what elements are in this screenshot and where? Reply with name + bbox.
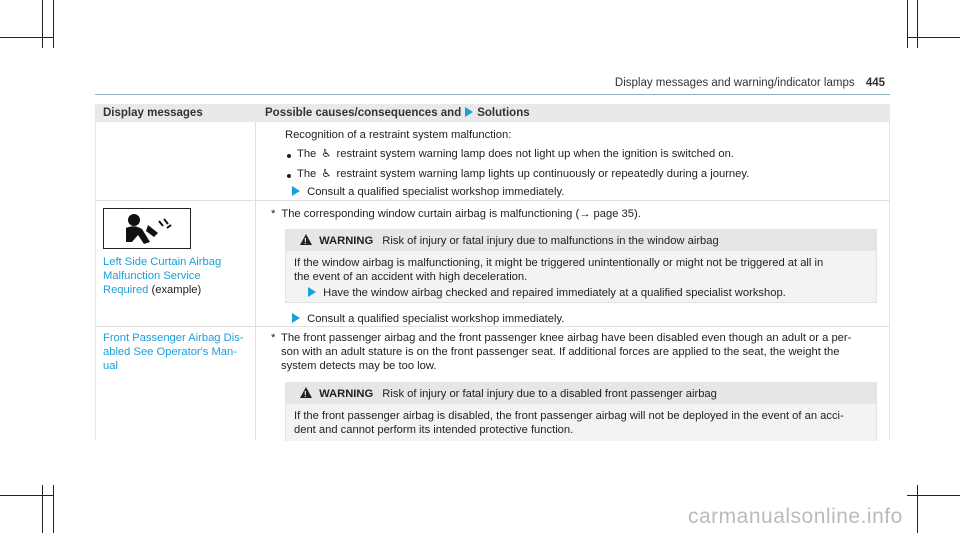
row1-intro: Recognition of a restraint system malfunction: (285, 129, 512, 141)
warning-action: Have the window airbag checked and repaired immediately at a qualified specialist workshop. (304, 286, 786, 300)
warning-box-passenger-airbag (285, 382, 877, 441)
action-arrow-icon (292, 313, 300, 323)
crop-mark (53, 0, 54, 48)
crop-mark (42, 485, 43, 533)
page-number: 445 (865, 77, 885, 89)
crop-mark (917, 485, 918, 533)
table-border-right (889, 122, 890, 440)
curtain-airbag-symbol-icon (103, 208, 191, 249)
table-header (95, 104, 890, 122)
solution-arrow-icon (465, 107, 473, 117)
row-separator (95, 200, 890, 201)
row1-bullet-2: The ♿︎ restraint system warning lamp lights up continuously or repeatedly during a journey. (297, 167, 750, 180)
crop-mark (0, 37, 53, 38)
warning-triangle-icon (300, 234, 312, 245)
bullet-dot (287, 154, 291, 158)
row2-message: Left Side Curtain Airbag Malfunction Service Required (example) (103, 256, 222, 296)
page-reference-arrow: → (579, 208, 591, 220)
crop-mark (917, 0, 918, 48)
crop-mark (53, 485, 54, 533)
row2-cause: * The corresponding window curtain airbag is malfunctioning (→ page 35). (271, 208, 641, 220)
header-rule (95, 94, 890, 95)
row3-cause: The front passenger airbag and the front passenger knee airbag have been disabled even though an adult or a per- son with an adult stature is on the front passenger seat. If additional forces are applied to the seat, the weight the system detects may be too low. (281, 332, 852, 372)
col-header-causes-solutions: Possible causes/consequences and Solutions (265, 107, 530, 119)
crop-mark (42, 0, 43, 48)
watermark: carmanualsonline.info (688, 505, 903, 528)
bullet-dot (287, 174, 291, 178)
row3-message: Front Passenger Airbag Dis- abled See Operator's Man- ual (103, 332, 244, 372)
warning-title: ! WARNING Risk of injury or fatal injury due to a disabled front passenger airbag (300, 387, 717, 401)
row1-action: Consult a qualified specialist workshop immediately. (288, 185, 564, 199)
column-separator (255, 122, 256, 440)
row-separator (95, 326, 890, 327)
display-messages-table (95, 104, 890, 440)
crop-mark (0, 495, 53, 496)
row2-action: Consult a qualified specialist workshop immediately. (288, 312, 564, 326)
warning-body: If the window airbag is malfunctioning, it might be triggered unintentionally or might not be triggered at all in the event of an accident with high deceleration. (294, 257, 824, 283)
crop-mark (907, 0, 908, 48)
warning-title: ! WARNING Risk of injury or fatal injury due to malfunctions in the window airbag (300, 234, 719, 248)
crop-mark (907, 495, 960, 496)
warning-triangle-icon (300, 387, 312, 398)
action-arrow-icon (292, 186, 300, 196)
page-header (610, 77, 885, 89)
col-header-display-messages: Display messages (103, 107, 203, 119)
warning-body: If the front passenger airbag is disabled, the front passenger airbag will not be deployed in the event of an acci- dent and cannot perform its intended protective function. (294, 410, 844, 436)
page-reference-link[interactable]: page 35). (593, 208, 641, 220)
warning-box-window-airbag (285, 229, 877, 303)
restraint-system-warning-icon: ♿︎ (321, 147, 332, 160)
section-title: Display messages and warning/indicator lamps (614, 77, 855, 89)
restraint-system-warning-icon: ♿︎ (321, 167, 332, 180)
row1-bullet-1: The ♿︎ restraint system warning lamp does not light up when the ignition is switched on. (297, 147, 734, 160)
action-arrow-icon (308, 287, 316, 297)
crop-mark (907, 37, 960, 38)
row3-cause-star: * (271, 332, 276, 344)
table-border-left (95, 122, 96, 440)
